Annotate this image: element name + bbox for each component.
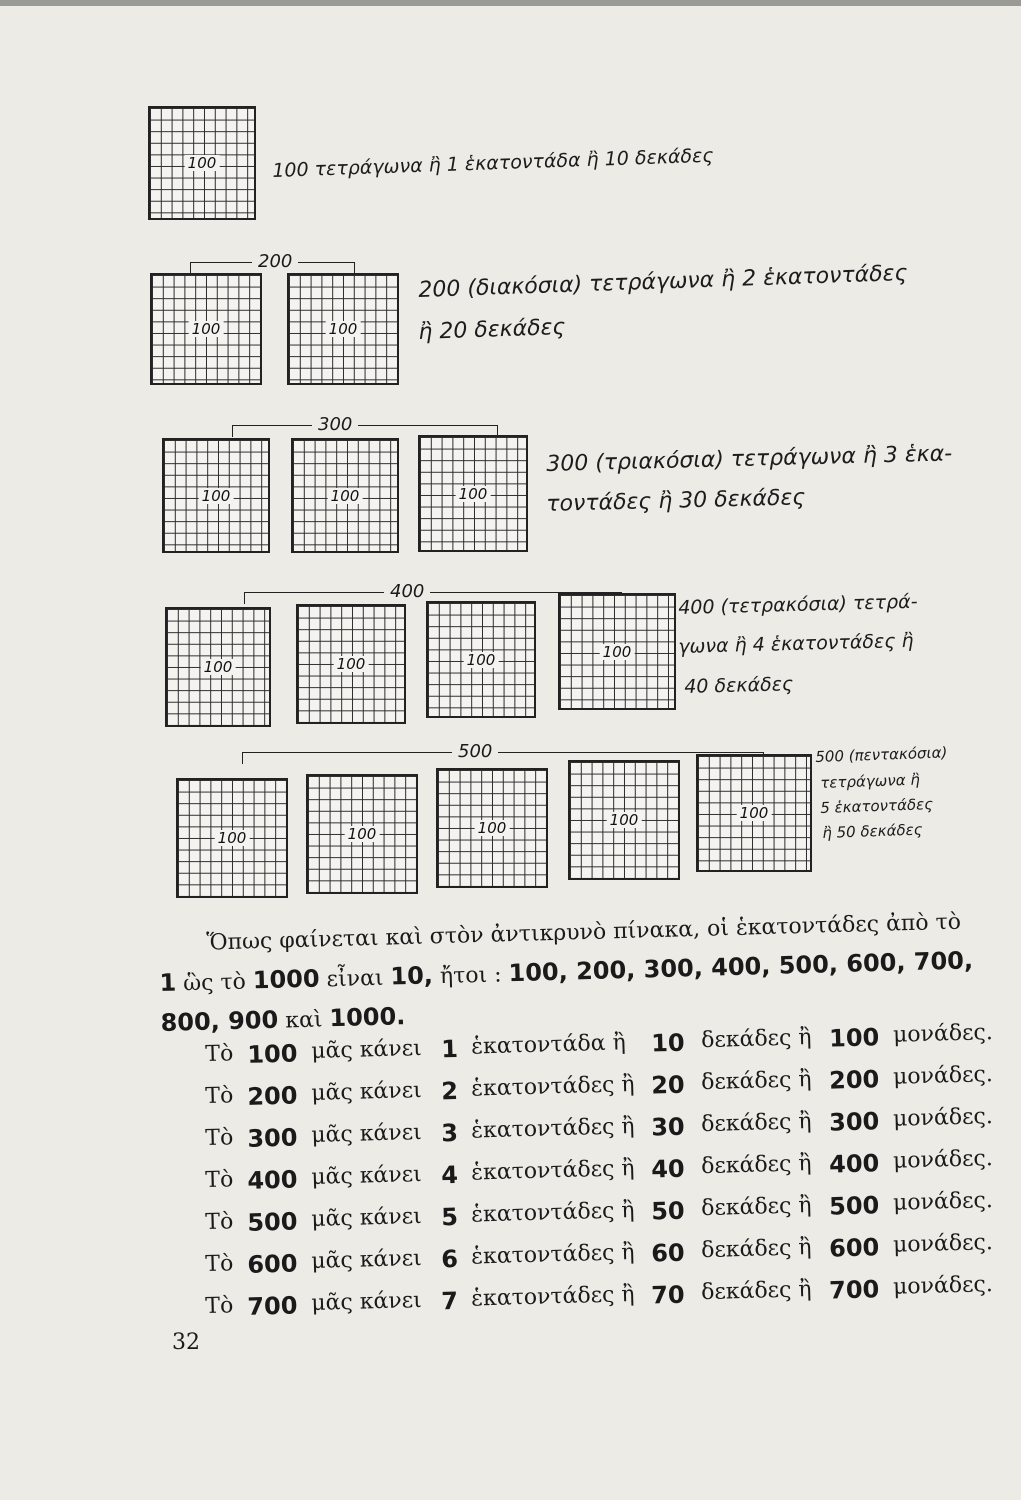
hundred-grid (165, 607, 271, 727)
grid-label: 100 (215, 830, 250, 846)
row5-caption-line4: ἢ 50 δεκάδες (822, 820, 923, 842)
row2-caption-line2: ἢ 20 δεκάδες (418, 314, 566, 345)
row4-caption-line2: γωνα ἢ 4 ἑκατοντάδες ἢ (678, 629, 914, 658)
bracket-label: 500 (452, 741, 498, 763)
row5-caption-line3: 5 ἑκατοντάδες (820, 795, 934, 817)
bracket-label: 300 (312, 414, 358, 436)
grid-label: 100 (199, 488, 234, 504)
hundred-grid (568, 760, 680, 880)
row2-caption-line1: 200 (διακόσια) τετράγωνα ἢ 2 ἑκατοντάδες (418, 260, 908, 303)
hundred-grid (148, 106, 256, 220)
row5-caption-line1: 500 (πεντακόσια) (815, 743, 948, 766)
row3-caption-line2: τοντάδες ἢ 30 δεκάδες (546, 485, 806, 517)
grid-label: 100 (475, 820, 510, 836)
hundred-grid (150, 273, 262, 385)
hundred-grid (162, 438, 270, 553)
bracket-200 (190, 251, 355, 272)
bracket-300 (232, 414, 498, 435)
row4-caption-line3: 40 δεκάδες (684, 673, 794, 698)
grid-label: 100 (607, 812, 642, 828)
paragraph-line-3: 800, 900 καὶ 1000. (160, 1002, 406, 1037)
hundred-grid (306, 774, 418, 894)
hundred-grid (696, 754, 812, 872)
hundred-grid (436, 768, 548, 888)
table-row: Τὸ 300 μᾶς κάνει 3 ἑκατοντάδες ἢ 30 δεκάδες ἢ 300 μονάδες. (205, 1104, 994, 1153)
table-row: Τὸ 500 μᾶς κάνει 5 ἑκατοντάδες ἢ 50 δεκάδες ἢ 500 μονάδες. (205, 1188, 994, 1237)
grid-label: 100 (185, 155, 220, 171)
hundred-grid (287, 273, 399, 385)
hundred-grid (418, 435, 528, 552)
grid-label: 100 (189, 321, 224, 337)
table-row: Τὸ 700 μᾶς κάνει 7 ἑκατοντάδες ἢ 70 δεκάδες ἢ 700 μονάδες. (205, 1272, 994, 1321)
hundred-grid (296, 604, 406, 724)
bracket-500 (242, 741, 764, 762)
grid-label: 100 (456, 486, 491, 502)
paragraph-line-2: 1 ὣς τὸ 1000 εἶναι 10, ἤτοι : 100, 200, 300, 400, 500, 600, 700, (159, 946, 974, 997)
grid-label: 100 (328, 488, 363, 504)
bracket-label: 200 (252, 251, 298, 273)
grid-label: 100 (737, 805, 772, 821)
scan-edge (0, 0, 1021, 6)
hundred-grid (291, 438, 399, 553)
grid-label: 100 (464, 652, 499, 668)
table-row: Τὸ 600 μᾶς κάνει 6 ἑκατοντάδες ἢ 60 δεκάδες ἢ 600 μονάδες. (205, 1230, 994, 1279)
row4-caption-line1: 400 (τετρακόσια) τετρά- (678, 590, 918, 619)
hundred-grid (426, 601, 536, 718)
page-number: 32 (172, 1330, 200, 1355)
intro-paragraph (158, 907, 991, 1040)
grid-label: 100 (201, 659, 236, 675)
hundred-grid (176, 778, 288, 898)
grid-label: 100 (326, 321, 361, 337)
table-row: Τὸ 400 μᾶς κάνει 4 ἑκατοντάδες ἢ 40 δεκάδες ἢ 400 μονάδες. (205, 1146, 994, 1195)
row3-caption-line1: 300 (τριακόσια) τετράγωνα ἢ 3 ἑκα- (546, 441, 953, 477)
hundred-grid (558, 593, 676, 710)
grid-label: 100 (345, 826, 380, 842)
paragraph-line-1: Ὅπως φαίνεται καὶ στὸν ἀντικρυνὸ πίνακα, οἱ ἑκατοντάδες ἀπὸ τὸ (206, 909, 962, 956)
row5-caption-line2: τετράγωνα ἢ (820, 770, 921, 792)
grid-label: 100 (334, 656, 369, 672)
table-row: Τὸ 200 μᾶς κάνει 2 ἑκατοντάδες ἢ 20 δεκάδες ἢ 200 μονάδες. (205, 1062, 994, 1111)
grid-label: 100 (600, 644, 635, 660)
table-row: Τὸ 100 μᾶς κάνει 1 ἑκατοντάδα ἢ 10 δεκάδες ἢ 100 μονάδες. (205, 1020, 994, 1069)
row1-caption: 100 τετράγωνα ἢ 1 ἑκατοντάδα ἢ 10 δεκάδες (272, 144, 714, 182)
bracket-label: 400 (384, 581, 430, 603)
